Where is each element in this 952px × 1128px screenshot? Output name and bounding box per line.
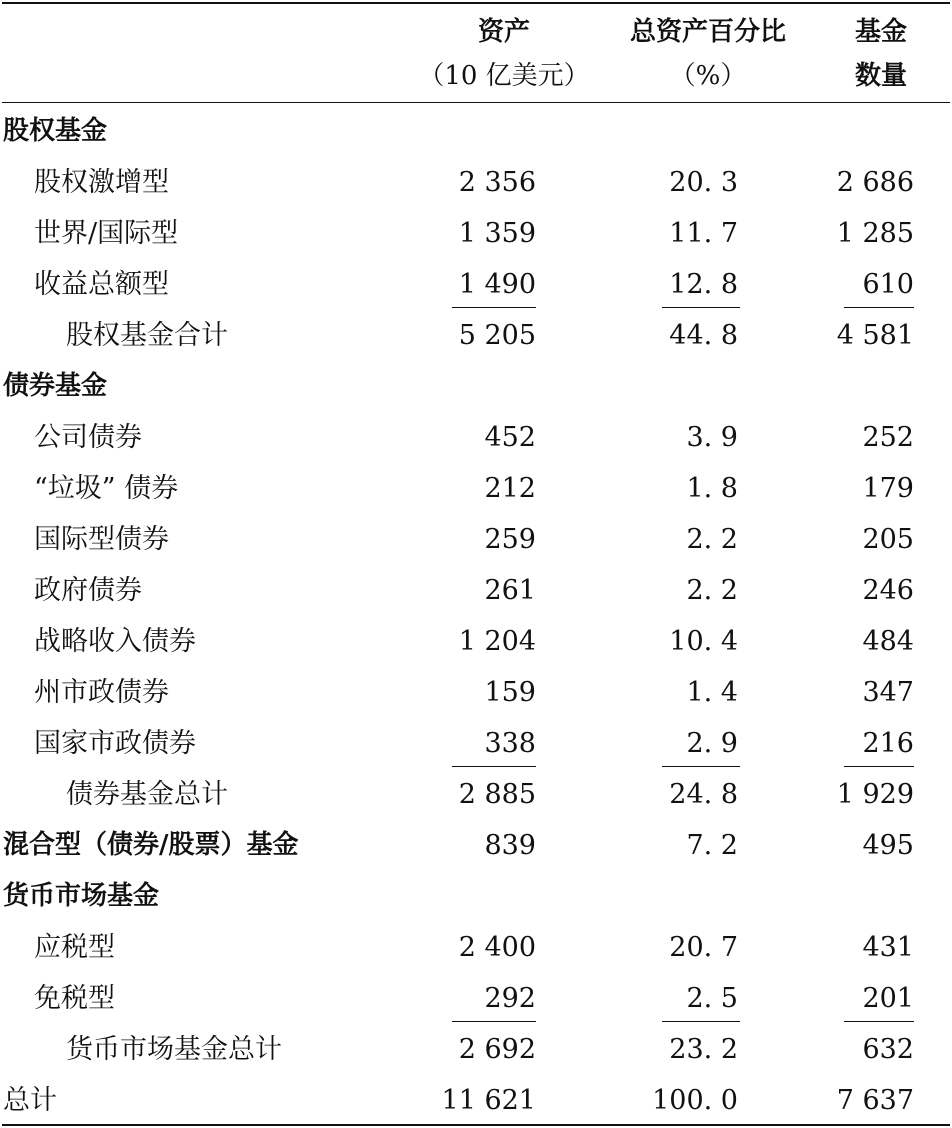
- percent-cell: 24. 8: [669, 779, 738, 810]
- section-label: 混合型（债券/股票）基金: [3, 830, 299, 860]
- row-label: 世界/国际型: [34, 218, 179, 249]
- assets-cell: 11 621: [441, 1085, 536, 1116]
- percent-cell: 2. 5: [686, 983, 738, 1014]
- percent-cell: 2. 2: [686, 524, 738, 555]
- row-label: 政府债券: [34, 575, 142, 606]
- fund-count-cell: 632: [862, 1034, 914, 1065]
- subtotal-underline: [662, 766, 740, 767]
- fund-count-cell: 246: [862, 575, 914, 606]
- row-label: 股权激增型: [34, 167, 169, 198]
- fund-count-cell: 431: [862, 932, 914, 963]
- fund-count-cell: 4 581: [836, 320, 914, 351]
- assets-cell: 1 359: [458, 218, 536, 249]
- table-row: [0, 208, 952, 259]
- section-label: 股权基金: [3, 116, 108, 146]
- subtotal-underline: [662, 1021, 740, 1022]
- row-label: 州市政债券: [34, 677, 169, 708]
- row-label: 国际型债券: [34, 524, 169, 555]
- subtotal-underline: [452, 1021, 536, 1022]
- percent-cell: 1. 8: [686, 473, 738, 504]
- header-fund-count-2: 数量: [854, 61, 907, 91]
- table-row: [0, 463, 952, 514]
- table-row: [0, 514, 952, 565]
- row-label: 收益总额型: [34, 269, 169, 300]
- percent-cell: 100. 0: [652, 1085, 738, 1116]
- row-label: 战略收入债券: [34, 626, 196, 657]
- row-label: 国家市政债券: [34, 728, 196, 759]
- header-percent: 总资产百分比: [629, 17, 786, 47]
- table-row: [0, 412, 952, 463]
- assets-cell: 212: [484, 473, 536, 504]
- assets-cell: 292: [484, 983, 536, 1014]
- percent-cell: 7. 2: [686, 830, 738, 861]
- assets-cell: 5 205: [458, 320, 536, 351]
- assets-cell: 1 204: [458, 626, 536, 657]
- table-row: [0, 106, 952, 157]
- subtotal-underline: [844, 307, 914, 308]
- row-label: 应税型: [34, 932, 115, 963]
- table-row: [0, 1024, 952, 1075]
- table-row: [0, 310, 952, 361]
- fund-count-cell: 205: [862, 524, 914, 555]
- table-row: [0, 1075, 952, 1126]
- table-row: [0, 157, 952, 208]
- percent-cell: 11. 7: [669, 218, 738, 249]
- percent-cell: 20. 7: [669, 932, 738, 963]
- table-row: [0, 922, 952, 973]
- header-percent-unit: （%）: [669, 61, 747, 91]
- table-row: [0, 718, 952, 769]
- subtotal-underline: [452, 766, 536, 767]
- percent-cell: 12. 8: [669, 269, 738, 300]
- table-row: [0, 361, 952, 412]
- row-label: 股权基金合计: [66, 320, 228, 351]
- fund-count-cell: 201: [862, 983, 914, 1014]
- fund-count-cell: 252: [862, 422, 914, 453]
- table-row: [0, 769, 952, 820]
- fund-count-cell: 7 637: [836, 1085, 914, 1116]
- percent-cell: 2. 2: [686, 575, 738, 606]
- table-row: [0, 259, 952, 310]
- fund-count-cell: 179: [862, 473, 914, 504]
- row-label: “垃圾” 债券: [34, 473, 179, 504]
- assets-cell: 2 400: [458, 932, 536, 963]
- percent-cell: 3. 9: [686, 422, 738, 453]
- assets-cell: 338: [484, 728, 536, 759]
- fund-count-cell: 484: [862, 626, 914, 657]
- percent-cell: 20. 3: [669, 167, 738, 198]
- fund-count-cell: 2 686: [836, 167, 914, 198]
- assets-cell: 2 692: [458, 1034, 536, 1065]
- fund-count-cell: 347: [862, 677, 914, 708]
- percent-cell: 2. 9: [686, 728, 738, 759]
- table-row: [0, 667, 952, 718]
- assets-cell: 839: [484, 830, 536, 861]
- section-label: 货币市场基金: [3, 881, 160, 911]
- percent-cell: 23. 2: [669, 1034, 738, 1065]
- fund-count-cell: 1 929: [836, 779, 914, 810]
- header-rule: [2, 102, 950, 103]
- row-label: 债券基金总计: [66, 779, 228, 810]
- percent-cell: 1. 4: [686, 677, 738, 708]
- assets-cell: 259: [484, 524, 536, 555]
- table-row: [0, 616, 952, 667]
- header-assets-unit: （10 亿美元）: [418, 61, 590, 91]
- header-assets: 资产: [477, 17, 530, 47]
- row-label: 免税型: [34, 983, 115, 1014]
- percent-cell: 10. 4: [669, 626, 738, 657]
- row-label: 总计: [3, 1085, 57, 1116]
- fund-count-cell: 610: [862, 269, 914, 300]
- percent-cell: 44. 8: [669, 320, 738, 351]
- subtotal-underline: [844, 766, 914, 767]
- assets-cell: 159: [484, 677, 536, 708]
- assets-cell: 452: [484, 422, 536, 453]
- table-row: [0, 871, 952, 922]
- subtotal-underline: [844, 1021, 914, 1022]
- table-row: [0, 565, 952, 616]
- row-label: 公司债券: [34, 422, 142, 453]
- row-label: 货币市场基金总计: [66, 1034, 282, 1065]
- subtotal-underline: [452, 307, 536, 308]
- table-top-rule: [2, 2, 950, 4]
- assets-cell: 2 885: [458, 779, 536, 810]
- subtotal-underline: [662, 307, 740, 308]
- table-bottom-rule: [2, 1124, 950, 1126]
- assets-cell: 261: [484, 575, 536, 606]
- section-label: 债券基金: [3, 371, 108, 401]
- assets-cell: 1 490: [458, 269, 536, 300]
- fund-count-cell: 1 285: [836, 218, 914, 249]
- table-row: [0, 973, 952, 1024]
- header-fund-count-1: 基金: [854, 17, 907, 47]
- table-row: [0, 820, 952, 871]
- assets-cell: 2 356: [458, 167, 536, 198]
- fund-count-cell: 216: [862, 728, 914, 759]
- fund-count-cell: 495: [862, 830, 914, 861]
